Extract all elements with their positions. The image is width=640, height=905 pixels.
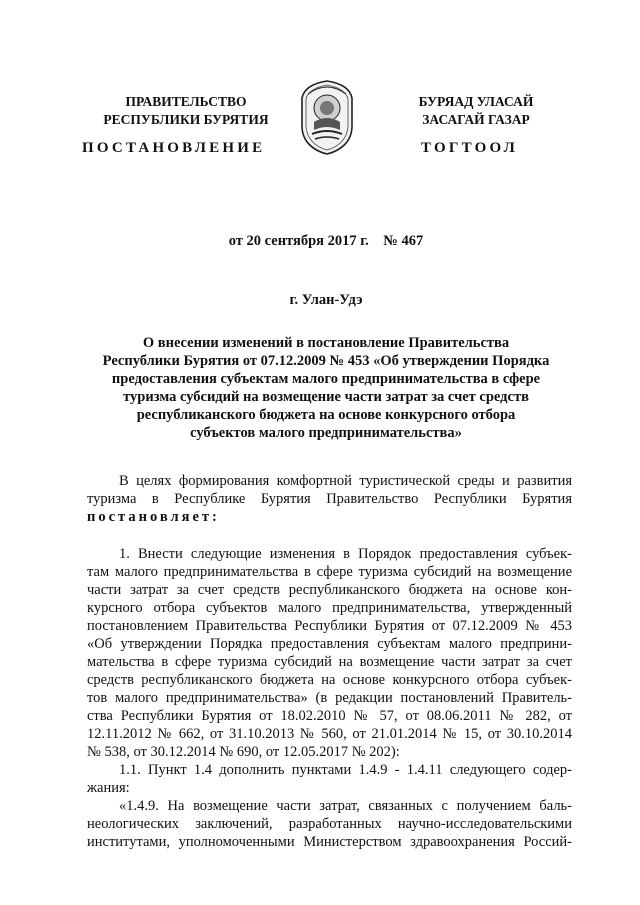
government-name-buryat-line-2: ЗАСАГАЙ ГАЗАР bbox=[422, 112, 530, 127]
body-line: № 538, от 30.12.2014 № 690, от 12.05.2017 № 202): bbox=[87, 744, 400, 760]
body-line: ства Республики Бурятия от 18.02.2010 № 57, от 08.06.2011 № 282, от bbox=[87, 708, 572, 724]
doc-type-buryat: ТОГТООЛ bbox=[421, 140, 518, 156]
body-line: 1. Внести следующие изменения в Порядок предоставления субъек- bbox=[119, 546, 572, 562]
body-line: «Об утверждении Порядка предоставления субъектам малого предприни- bbox=[87, 636, 572, 652]
title-line: республиканского бюджета на основе конкурсного отбора bbox=[136, 407, 516, 423]
title-line: О внесении изменений в постановление Правительства bbox=[142, 335, 510, 351]
date-and-number: от 20 сентября 2017 г. № 467 bbox=[228, 233, 424, 249]
preamble-line: В целях формирования комфортной туристической среды и развития bbox=[119, 473, 572, 489]
body-line: жания: bbox=[87, 780, 130, 796]
title-line: предоставления субъектам малого предпринимательства в сфере bbox=[111, 371, 541, 387]
body-line: 12.11.2012 № 662, от 31.10.2013 № 560, от 21.01.2014 № 15, от 30.10.2014 bbox=[87, 726, 572, 742]
body-line: средств республиканского бюджета на основе конкурсного отбора субъек- bbox=[87, 672, 572, 688]
title-line: туризма субсидий на возмещение части затрат за счет средств bbox=[123, 389, 529, 405]
government-name-russian bbox=[86, 93, 286, 129]
preamble-line: туризма в Республике Бурятия Правительство Республики Бурятия bbox=[87, 491, 572, 507]
government-name-line-2: РЕСПУБЛИКИ БУРЯТИЯ bbox=[103, 112, 269, 127]
title-line: Республики Бурятия от 07.12.2009 № 453 «Об утверждении Порядка bbox=[102, 353, 550, 369]
city: г. Улан-Удэ bbox=[289, 292, 363, 308]
body-line: 1.1. Пункт 1.4 дополнить пунктами 1.4.9 - 1.4.11 следующего содер- bbox=[119, 762, 572, 778]
preamble-paragraph bbox=[87, 472, 572, 526]
title-line: субъектов малого предпринимательства» bbox=[190, 425, 462, 441]
body-text bbox=[87, 545, 572, 851]
body-line: «1.4.9. На возмещение части затрат, связанных с получением баль- bbox=[119, 798, 572, 814]
doc-type-russian: ПОСТАНОВЛЕНИЕ bbox=[82, 140, 266, 156]
government-name-buryat bbox=[378, 93, 574, 129]
government-name-line-1: ПРАВИТЕЛЬСТВО bbox=[125, 94, 247, 109]
body-line: мательства в сфере туризма субсидий на возмещение части затрат за счет bbox=[87, 654, 572, 670]
decree-keyword: постановляет: bbox=[87, 509, 220, 525]
body-line: постановлением Правительства Республики Бурятия от 07.12.2009 № 453 bbox=[87, 618, 572, 634]
government-name-buryat-line-1: БУРЯАД УЛАСАЙ bbox=[418, 94, 534, 109]
body-line: курсного отбора субъектов малого предпринимательства, утвержденный bbox=[87, 600, 572, 616]
coat-of-arms-icon bbox=[296, 78, 358, 156]
body-line: там малого предпринимательства в сфере туризма субсидий на возмещение bbox=[87, 564, 572, 580]
body-line: части затрат за счет средств республиканского бюджета на основе кон- bbox=[87, 582, 572, 598]
document-title bbox=[80, 334, 572, 442]
body-line: неологических заключений, разработанных научно-исследовательскими bbox=[87, 816, 572, 832]
body-line: тов малого предпринимательства» (в редакции постановлений Правитель- bbox=[87, 690, 572, 706]
body-line: институтами, уполномоченными Министерством здравоохранения Россий- bbox=[87, 834, 572, 850]
